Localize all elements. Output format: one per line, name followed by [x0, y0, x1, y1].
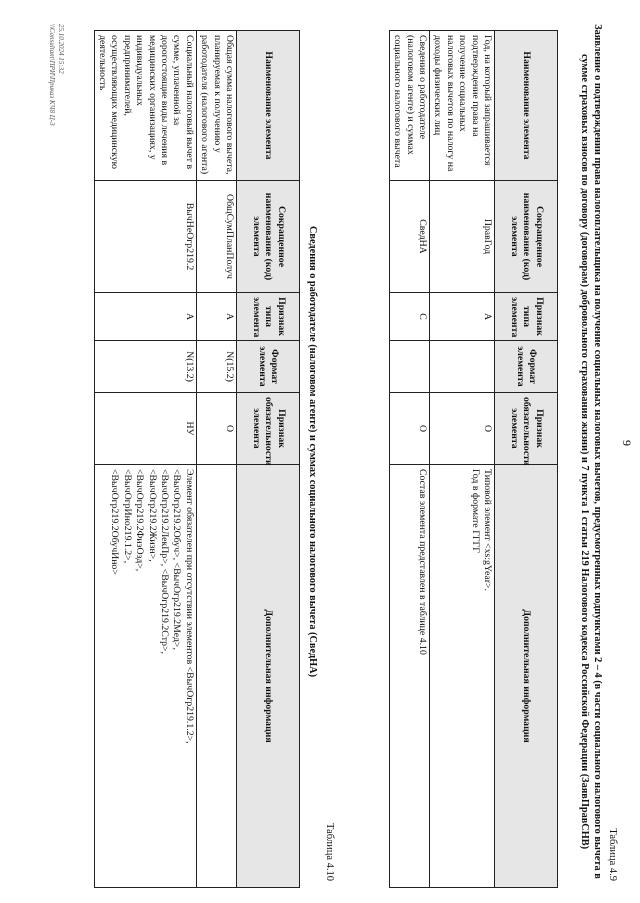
table1-header-cell: Сокращенное наименование (код) элемента: [495, 181, 558, 293]
table-cell: А: [94, 293, 196, 341]
table-cell: СведНА: [389, 181, 429, 293]
table-cell: N(15.2): [196, 341, 236, 393]
table1-header-cell: Дополнительная информация: [495, 465, 558, 888]
table2: [94, 30, 300, 888]
table-cell: ПравГод: [429, 181, 494, 293]
page-number: 9: [620, 440, 634, 446]
table-cell: А: [196, 293, 236, 341]
footer-timestamp: 25.10.2024 15:32: [57, 24, 65, 74]
table-cell: Общая сумма налогового вычета, планируемая к получению у работодателя (налогового агента): [196, 31, 236, 181]
table-cell: НУ: [94, 393, 196, 465]
table-row: [196, 31, 236, 888]
table-cell: [389, 341, 429, 393]
table-row: [389, 31, 429, 888]
table-cell: N(13.2): [94, 341, 196, 393]
table-row: [429, 31, 494, 888]
table1: [389, 30, 558, 888]
table-cell: Сведения о работодателе (налоговом агенте) и суммах социального налогового вычета: [389, 31, 429, 181]
table-cell: Социальный налоговый вычет в сумме, уплаченной за дорогостоящие виды лечения в медицинских организациях, у индивидуальных предпринимателей, осуществляющих медицинскую деятельность: [94, 31, 196, 181]
table1-header-cell: Признак обязательности элемента: [495, 393, 558, 465]
table2-header-cell: Дополнительная информация: [237, 465, 300, 888]
table2-header-cell: Наименование элемента: [237, 31, 300, 181]
footer-path: \\Consultant\ПРИ\Приказ КЧ8 Ц-3: [48, 24, 56, 126]
table-cell: Год, на который запрашивается подтверждение права на получение социальных налоговых вычетов по налогу на доходы физических лиц: [429, 31, 494, 181]
table1-header-row: [495, 31, 558, 888]
table-cell: О: [196, 393, 236, 465]
table-cell: Типовой элемент <xs:gYear>. Год в формате ГГГГ: [429, 465, 494, 888]
table1-title: Заявление о подтверждении права налогоплательщика на получение социальных налоговых вычетов, предусмотренных подпунктами 2 – 4 (в части социального налогового вычета в сумме страховых взносов по договору (договорам) добровольного страхования жизни) и 7 пункта 1 статьи 219 Налогового кодекса Российской Федерации (ЗаявПравСНВ): [579, 24, 603, 879]
table1-header-cell: Наименование элемента: [495, 31, 558, 181]
table1-label: Таблица 4.9: [607, 828, 618, 881]
table-cell: С: [389, 293, 429, 341]
table2-title: Сведения о работодателе (налоговом агенте) и суммах социального налогового вычета (СведНА): [307, 225, 318, 677]
table1-header-cell: Формат элемента: [495, 341, 558, 393]
table-cell: ОбщСумПланПолуч: [196, 181, 236, 293]
table2-header-cell: Формат элемента: [237, 341, 300, 393]
table2-header-cell: Признак типа элемента: [237, 293, 300, 341]
table-cell: [196, 465, 236, 888]
table2-header-cell: Признак обязательности элемента: [237, 393, 300, 465]
table-cell: [429, 341, 494, 393]
table-cell: Состав элемента представлен в таблице 4.10: [389, 465, 429, 888]
table1-header-cell: Признак типа элемента: [495, 293, 558, 341]
table-cell: A: [429, 293, 494, 341]
document-footer: [47, 24, 65, 126]
table2-header-cell: Сокращенное наименование (код) элемента: [237, 181, 300, 293]
table-row: [94, 31, 196, 888]
table2-header-row: [237, 31, 300, 888]
table-cell: ВычНеОгр219.2: [94, 181, 196, 293]
table-cell: Элемент обязателен при отсутствии элементов <ВычОгр219.1.2>, <ВычОгр219.2Обуч>, <ВычОгр219.2Мед>, <ВычОгр219.2ЛекПр>, <ВычОгр219.2Стр>, <ВычОгр219.2Жизн>, <ВычОгр219.2ФизОзд>, <ВычОгрИно219.1.2>, <ВычОгр219.2ОбучИно>: [94, 465, 196, 888]
table2-label: Таблица 4.10: [324, 822, 335, 881]
table-cell: О: [389, 393, 429, 465]
table-cell: O: [429, 393, 494, 465]
